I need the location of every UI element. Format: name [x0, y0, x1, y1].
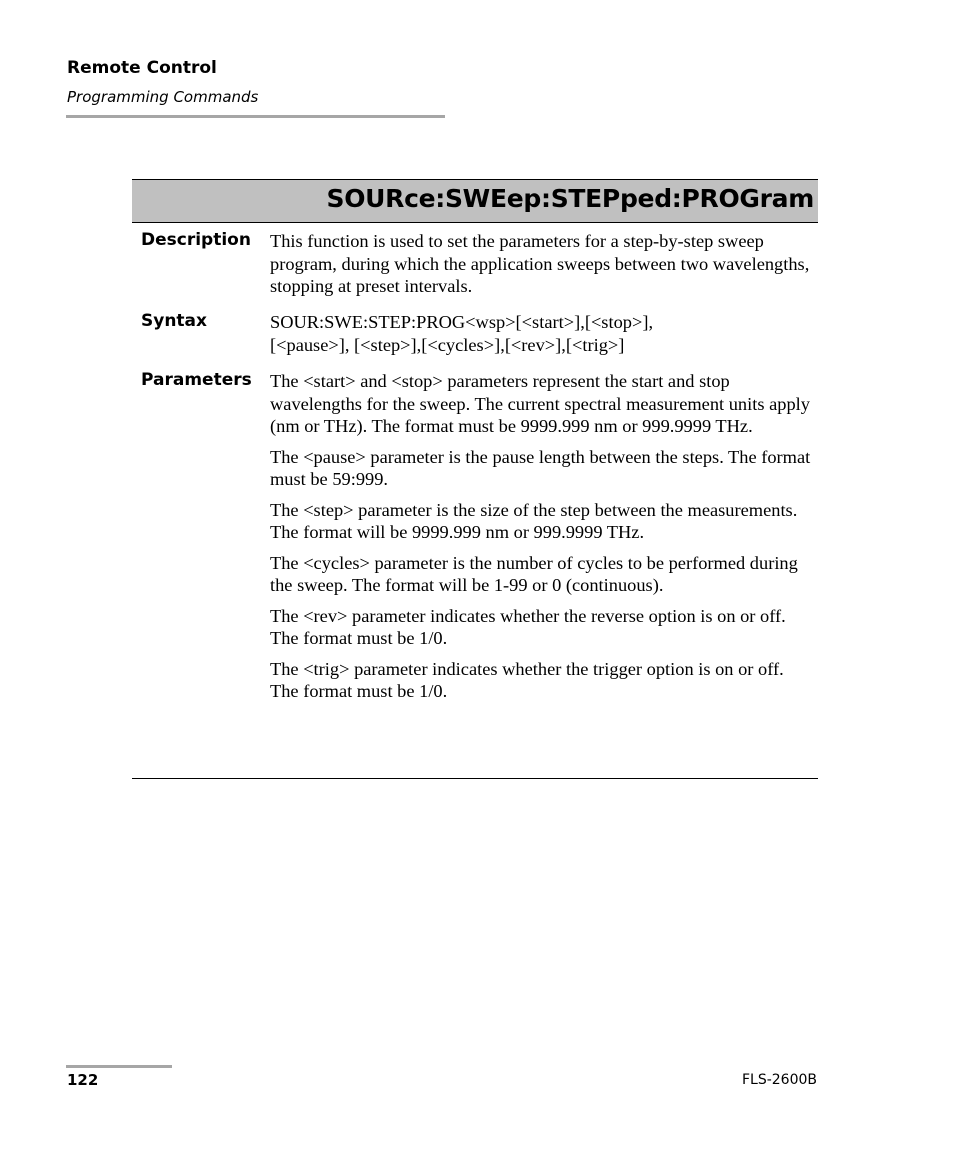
parameter-trig: The <trig> parameter indicates whether the trigger option is on or off. The format must be 1/0. [270, 658, 784, 701]
syntax-line-1: SOUR:SWE:STEP:PROG<wsp>[<start>],[<stop>], [270, 312, 654, 332]
command-title: SOURce:SWEep:STEPped:PROGram [326, 184, 814, 213]
parameter-cycles: The <cycles> parameter is the number of cycles to be performed during the sweep. The format will be 1-99 or 0 (continuous). [270, 552, 798, 595]
footer-rule [66, 1065, 172, 1068]
running-header-subtitle: Programming Commands [67, 88, 259, 106]
parameter-start-stop: The <start> and <stop> parameters represent the start and stop wavelengths for the sweep. The current spectral measurement units apply (nm or THz). The format must be 9999.999 nm or 999.9999 THz. [270, 371, 810, 436]
parameters-label: Parameters [141, 370, 252, 390]
parameter-rev: The <rev> parameter indicates whether the reverse option is on or off. The format must be 1/0. [270, 605, 786, 648]
description-text: This function is used to set the parameters for a step-by-step sweep program, during which the application sweeps between two wavelengths, stopping at preset intervals. [270, 231, 810, 296]
syntax-line-2: [<pause>], [<step>],[<cycles>],[<rev>],[<trig>] [270, 334, 625, 355]
table-bottom-rule [132, 778, 818, 779]
description-body [270, 230, 815, 306]
syntax-body [270, 311, 815, 356]
parameter-pause: The <pause> parameter is the pause length between the steps. The format must be 59:999. [270, 446, 811, 489]
header-rule [66, 115, 445, 118]
description-label: Description [141, 230, 251, 250]
parameters-body [270, 370, 815, 711]
running-header-title: Remote Control [67, 58, 217, 78]
page-number: 122 [67, 1071, 99, 1089]
document-id: FLS-2600B [741, 1072, 817, 1088]
syntax-label: Syntax [141, 311, 207, 331]
parameter-step: The <step> parameter is the size of the step between the measurements. The format will be 9999.999 nm or 999.9999 THz. [270, 499, 798, 542]
command-title-bar [132, 179, 818, 223]
